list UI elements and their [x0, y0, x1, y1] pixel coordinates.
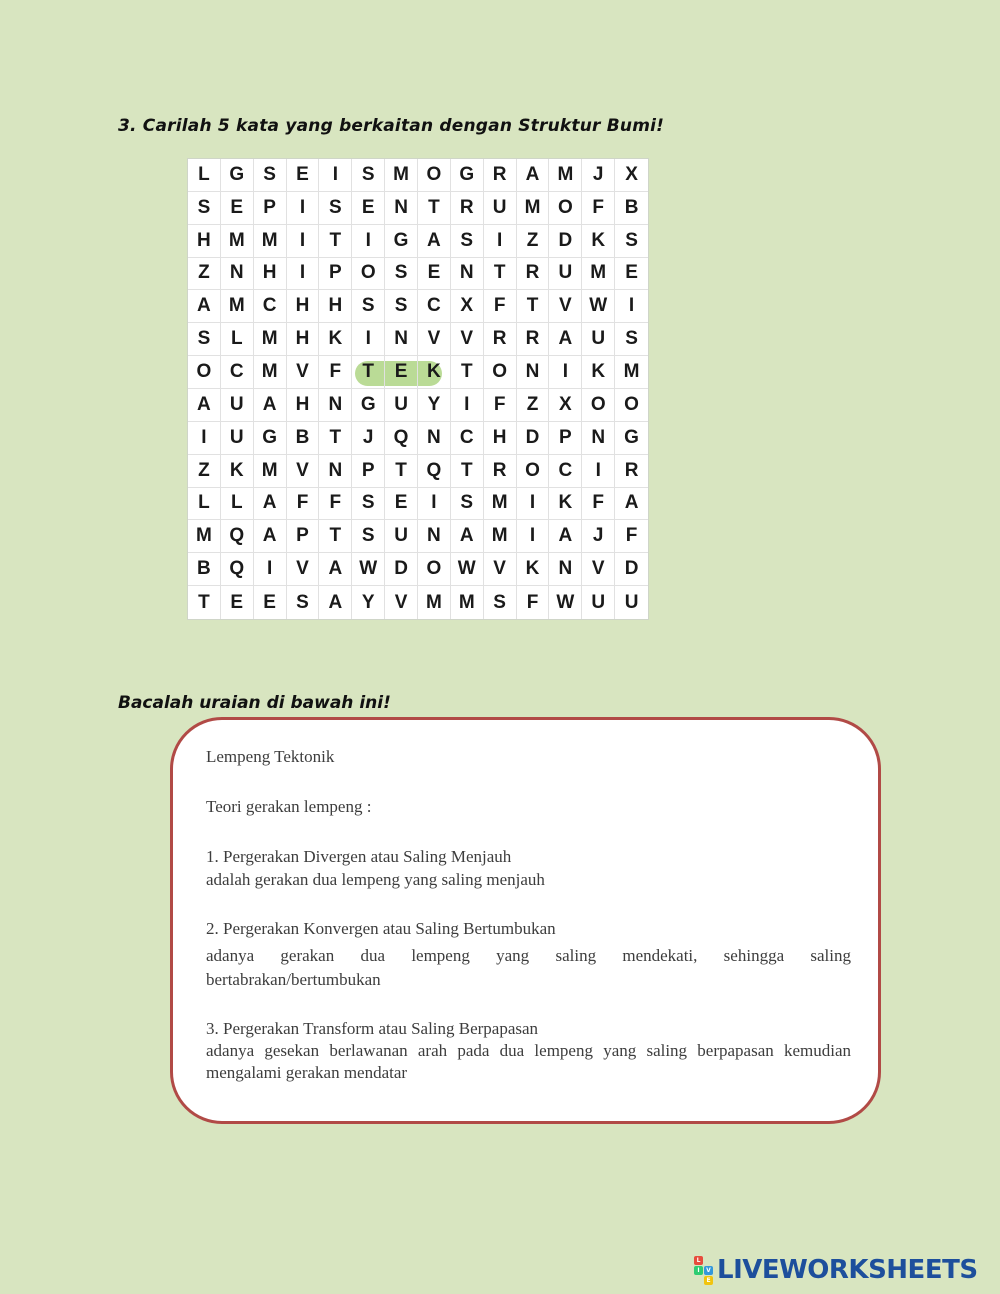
grid-cell[interactable]: K	[418, 356, 451, 389]
grid-cell[interactable]: N	[517, 356, 550, 389]
grid-cell[interactable]: S	[352, 520, 385, 553]
grid-cell[interactable]: A	[517, 159, 550, 192]
grid-cell[interactable]: R	[517, 258, 550, 291]
grid-cell[interactable]: X	[451, 290, 484, 323]
grid-cell[interactable]: S	[615, 323, 648, 356]
reading-heading: Lempeng Tektonik	[206, 747, 335, 766]
grid-cell[interactable]: M	[254, 455, 287, 488]
grid-cell[interactable]: J	[582, 520, 615, 553]
grid-cell[interactable]: G	[221, 159, 254, 192]
grid-cell[interactable]: Z	[188, 455, 221, 488]
grid-cell[interactable]: I	[287, 192, 320, 225]
grid-cell[interactable]: D	[517, 422, 550, 455]
grid-cell[interactable]: B	[188, 553, 221, 586]
grid-cell[interactable]: T	[418, 192, 451, 225]
grid-cell[interactable]: Y	[418, 389, 451, 422]
grid-cell[interactable]: A	[319, 553, 352, 586]
grid-cell[interactable]: N	[385, 192, 418, 225]
grid-cell[interactable]: E	[418, 258, 451, 291]
grid-cell[interactable]: I	[418, 488, 451, 521]
grid-cell[interactable]: R	[484, 323, 517, 356]
grid-cell[interactable]: O	[188, 356, 221, 389]
grid-cell[interactable]: E	[287, 159, 320, 192]
grid-cell[interactable]: Y	[352, 586, 385, 619]
grid-cell[interactable]: Z	[517, 225, 550, 258]
grid-cell[interactable]: A	[319, 586, 352, 619]
grid-cell[interactable]: M	[188, 520, 221, 553]
grid-cell[interactable]: U	[221, 389, 254, 422]
logo-icon	[694, 1256, 713, 1285]
grid-cell[interactable]: N	[582, 422, 615, 455]
grid-cell[interactable]: E	[352, 192, 385, 225]
grid-cell[interactable]: E	[221, 586, 254, 619]
grid-cell[interactable]: F	[319, 356, 352, 389]
grid-cell[interactable]: V	[484, 553, 517, 586]
grid-cell[interactable]: H	[188, 225, 221, 258]
grid-cell[interactable]: K	[517, 553, 550, 586]
grid-cell[interactable]: F	[319, 488, 352, 521]
grid-cell[interactable]: H	[287, 290, 320, 323]
grid-cell[interactable]: B	[615, 192, 648, 225]
grid-cell[interactable]: N	[418, 422, 451, 455]
grid-cell[interactable]: I	[451, 389, 484, 422]
grid-cell[interactable]: E	[385, 356, 418, 389]
grid-cell[interactable]: U	[624, 591, 639, 613]
grid-cell[interactable]: A	[549, 323, 582, 356]
item-1-title: 1. Pergerakan Divergen atau Saling Menjauh	[206, 847, 512, 866]
grid-cell[interactable]: F	[582, 488, 615, 521]
question-title: 3. Carilah 5 kata yang berkaitan dengan Struktur Bumi!	[118, 116, 665, 136]
grid-cell[interactable]: U	[582, 586, 615, 619]
grid-cell[interactable]: U	[385, 520, 418, 553]
grid-cell[interactable]: W	[549, 586, 582, 619]
grid-cell[interactable]: O	[418, 553, 451, 586]
grid-cell[interactable]: R	[451, 192, 484, 225]
item-2-desc-line1: adanya gerakan dua lempeng yang saling mendekati, sehingga saling	[206, 946, 851, 965]
grid-cell[interactable]: S	[352, 290, 385, 323]
grid-cell[interactable]: O	[484, 356, 517, 389]
grid-cell[interactable]: F	[615, 520, 648, 553]
logo-text: LIVEWORKSHEETS	[717, 1255, 978, 1285]
grid-cell[interactable]: X	[549, 389, 582, 422]
grid-cell[interactable]: U	[221, 422, 254, 455]
grid-cell[interactable]: U	[582, 323, 615, 356]
grid-cell[interactable]: T	[188, 586, 221, 619]
grid-cell[interactable]: T	[319, 225, 352, 258]
grid-cell[interactable]: I	[615, 290, 648, 323]
item-2-title: 2. Pergerakan Konvergen atau Saling Bertumbukan	[206, 919, 556, 938]
grid-cell[interactable]: S	[188, 192, 221, 225]
grid-cell[interactable]: V	[287, 455, 320, 488]
grid-cell[interactable]: K	[319, 323, 352, 356]
grid-cell[interactable]: J	[352, 422, 385, 455]
logo-spacer	[704, 1256, 713, 1265]
grid-cell[interactable]: Q	[385, 422, 418, 455]
grid-cell[interactable]: S	[352, 159, 385, 192]
item-3-desc-line2: mengalami gerakan mendatar	[206, 1063, 408, 1082]
grid-cell[interactable]: M	[484, 520, 517, 553]
item-3-desc-line1: adanya gesekan berlawanan arah pada dua lempeng yang saling berpapasan kemudian	[206, 1041, 851, 1060]
grid-cell[interactable]: J	[582, 159, 615, 192]
grid-cell[interactable]: D	[615, 553, 648, 586]
grid-cell[interactable]: P	[319, 258, 352, 291]
grid-cell[interactable]: T	[517, 290, 550, 323]
grid-cell[interactable]: N	[451, 258, 484, 291]
grid-cell[interactable]: S	[615, 225, 648, 258]
grid-cell[interactable]: K	[582, 225, 615, 258]
item-2-desc-line2: bertabrakan/bertumbukan	[206, 970, 381, 989]
grid-cell[interactable]: S	[254, 159, 287, 192]
grid-cell[interactable]: H	[287, 389, 320, 422]
grid-cell[interactable]: C	[549, 455, 582, 488]
grid-cell[interactable]: K	[221, 455, 254, 488]
grid-cell[interactable]: M	[221, 290, 254, 323]
grid-cell[interactable]: T	[385, 455, 418, 488]
grid-cell[interactable]: I	[517, 520, 550, 553]
grid-cell[interactable]: C	[451, 422, 484, 455]
grid-cell[interactable]: A	[254, 488, 287, 521]
grid-cell[interactable]: L	[188, 159, 221, 192]
grid-cell[interactable]: L	[188, 488, 221, 521]
grid-cell[interactable]: V	[582, 553, 615, 586]
grid-cell[interactable]: T	[484, 258, 517, 291]
grid-cell[interactable]: N	[221, 258, 254, 291]
grid-cell[interactable]: G	[385, 225, 418, 258]
grid-cell[interactable]: E	[221, 192, 254, 225]
grid-cell[interactable]: Z	[517, 389, 550, 422]
grid-cell[interactable]: K	[549, 488, 582, 521]
grid-cell[interactable]: O	[582, 389, 615, 422]
grid-cell[interactable]: O	[352, 258, 385, 291]
grid-cell[interactable]: V	[549, 290, 582, 323]
grid-cell[interactable]: I	[352, 225, 385, 258]
grid-cell[interactable]: U	[385, 389, 418, 422]
grid-cell[interactable]: R	[615, 455, 648, 488]
grid-cell[interactable]: F	[287, 488, 320, 521]
grid-cell[interactable]: A	[188, 389, 221, 422]
grid-cell[interactable]: Q	[221, 520, 254, 553]
grid-cell[interactable]: W	[352, 553, 385, 586]
grid-cell[interactable]: A	[549, 520, 582, 553]
grid-cell[interactable]: H	[484, 422, 517, 455]
grid-cell[interactable]: M	[221, 225, 254, 258]
grid-cell[interactable]: H	[254, 258, 287, 291]
grid-cell[interactable]: P	[254, 192, 287, 225]
grid-cell[interactable]: V	[451, 323, 484, 356]
grid-cell[interactable]: A	[451, 520, 484, 553]
grid-cell[interactable]: N	[549, 553, 582, 586]
logo-spacer	[694, 1276, 703, 1285]
grid-cell[interactable]: I	[352, 323, 385, 356]
grid-cell[interactable]: E	[615, 258, 648, 291]
grid-cell[interactable]: I	[287, 225, 320, 258]
grid-cell[interactable]: T	[319, 422, 352, 455]
grid-cell[interactable]: R	[484, 159, 517, 192]
grid-cell[interactable]: I	[582, 455, 615, 488]
grid-cell[interactable]: S	[319, 192, 352, 225]
grid-cell[interactable]: M	[254, 225, 287, 258]
grid-cell[interactable]: V	[418, 323, 451, 356]
reading-box	[170, 717, 881, 1124]
grid-cell[interactable]: I	[188, 422, 221, 455]
grid-cell[interactable]: L	[221, 488, 254, 521]
grid-cell[interactable]: M	[254, 323, 287, 356]
grid-cell[interactable]: N	[319, 455, 352, 488]
grid-cell[interactable]: C	[221, 356, 254, 389]
grid-cell[interactable]: T	[451, 356, 484, 389]
grid-cell[interactable]: R	[517, 323, 550, 356]
logo-square: I	[694, 1266, 703, 1275]
grid-cell[interactable]: P	[549, 422, 582, 455]
grid-cell[interactable]: F	[484, 389, 517, 422]
grid-cell[interactable]: T	[451, 455, 484, 488]
grid-cell[interactable]: O	[517, 455, 550, 488]
grid-cell[interactable]: A	[254, 520, 287, 553]
grid-cell[interactable]: N	[418, 520, 451, 553]
grid-cell[interactable]: G	[352, 389, 385, 422]
logo-square: L	[694, 1256, 703, 1265]
grid-cell[interactable]: F	[484, 290, 517, 323]
grid-cell[interactable]: O	[418, 159, 451, 192]
grid-cell[interactable]: C	[418, 290, 451, 323]
grid-cell[interactable]: M	[484, 488, 517, 521]
grid-cell[interactable]: A	[254, 389, 287, 422]
grid-cell[interactable]: I	[254, 553, 287, 586]
grid-cell[interactable]: O	[549, 192, 582, 225]
grid-cell[interactable]: V	[287, 356, 320, 389]
grid-cell[interactable]: S	[385, 258, 418, 291]
grid-cell[interactable]: O	[615, 389, 648, 422]
grid-cell[interactable]: M	[615, 356, 648, 389]
grid-cell[interactable]: C	[254, 290, 287, 323]
grid-cell[interactable]: S	[352, 488, 385, 521]
grid-cell[interactable]: Z	[188, 258, 221, 291]
grid-cell[interactable]: S	[484, 586, 517, 619]
grid-cell[interactable]: M	[451, 586, 484, 619]
grid-cell[interactable]: M	[385, 159, 418, 192]
grid-cell[interactable]: R	[484, 455, 517, 488]
liveworksheets-logo	[694, 1255, 978, 1285]
grid-cell[interactable]: F	[582, 192, 615, 225]
grid-cell[interactable]: I	[517, 488, 550, 521]
grid-cell[interactable]: S	[385, 290, 418, 323]
grid-cell[interactable]: T	[319, 520, 352, 553]
grid-cell[interactable]: M	[517, 192, 550, 225]
grid-cell[interactable]: W	[582, 290, 615, 323]
grid-cell[interactable]: I	[549, 356, 582, 389]
grid-cell[interactable]: M	[582, 258, 615, 291]
grid-cell[interactable]: T	[352, 356, 385, 389]
reading-instruction: Bacalah uraian di bawah ini!	[118, 693, 391, 713]
grid-cell[interactable]: V	[385, 586, 418, 619]
grid-cell[interactable]: G	[451, 159, 484, 192]
grid-cell[interactable]: F	[517, 586, 550, 619]
grid-cell[interactable]: P	[287, 520, 320, 553]
word-search-grid[interactable]	[187, 158, 649, 620]
grid-cell[interactable]: M	[549, 159, 582, 192]
grid-cell[interactable]: M	[418, 586, 451, 619]
grid-cell[interactable]: A	[615, 488, 648, 521]
grid-cell[interactable]: H	[287, 323, 320, 356]
grid-cell[interactable]: U	[549, 258, 582, 291]
item-1-desc: adalah gerakan dua lempeng yang saling menjauh	[206, 870, 545, 889]
grid-cell[interactable]: D	[549, 225, 582, 258]
logo-square: E	[704, 1276, 713, 1285]
grid-cell[interactable]: S	[451, 488, 484, 521]
grid-cell[interactable]: I	[484, 225, 517, 258]
grid-cell[interactable]: A	[188, 290, 221, 323]
grid-cell[interactable]: H	[319, 290, 352, 323]
grid-cell[interactable]: E	[385, 488, 418, 521]
grid-cell[interactable]: I	[319, 159, 352, 192]
grid-cell[interactable]: Q	[221, 553, 254, 586]
logo-square: V	[704, 1266, 713, 1275]
grid-cell[interactable]: Q	[418, 455, 451, 488]
grid-cell[interactable]: E	[254, 586, 287, 619]
grid-cell[interactable]: K	[582, 356, 615, 389]
grid-cell[interactable]: S	[451, 225, 484, 258]
grid-cell[interactable]: B	[287, 422, 320, 455]
grid-cell[interactable]: U	[484, 192, 517, 225]
grid-cell[interactable]: G	[615, 422, 648, 455]
grid-cell[interactable]: G	[254, 422, 287, 455]
grid-cell[interactable]: W	[451, 553, 484, 586]
grid-cell[interactable]: D	[385, 553, 418, 586]
grid-cell[interactable]: N	[319, 389, 352, 422]
item-3-title: 3. Pergerakan Transform atau Saling Berpapasan	[206, 1019, 539, 1038]
grid-cell[interactable]: S	[287, 586, 320, 619]
grid-cell[interactable]: P	[352, 455, 385, 488]
grid-cell[interactable]: S	[188, 323, 221, 356]
grid-cell[interactable]: A	[418, 225, 451, 258]
grid-cell[interactable]: X	[615, 159, 648, 192]
grid-cell[interactable]: M	[254, 356, 287, 389]
grid-cell[interactable]: I	[287, 258, 320, 291]
grid-cell[interactable]: L	[221, 323, 254, 356]
grid-cell[interactable]: V	[287, 553, 320, 586]
grid-cell[interactable]: N	[385, 323, 418, 356]
reading-subheading: Teori gerakan lempeng :	[206, 797, 372, 816]
